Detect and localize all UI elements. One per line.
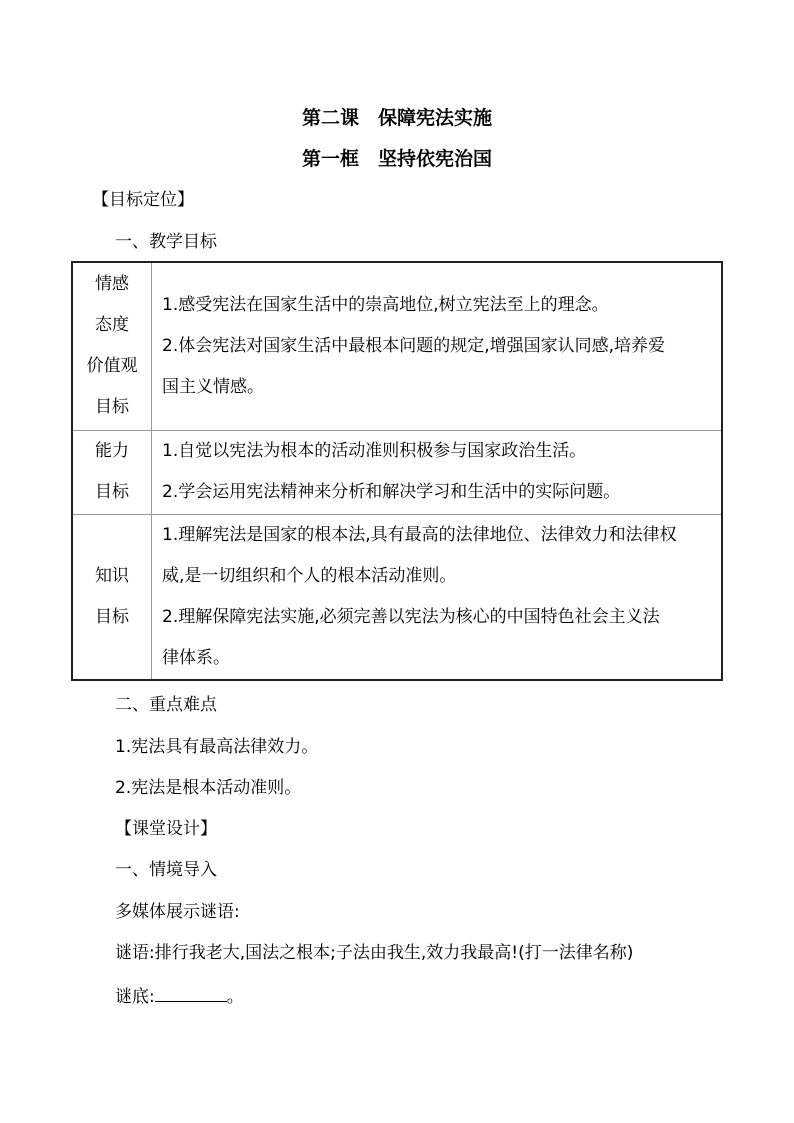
answer-suffix: 。 <box>226 987 244 1007</box>
intro-heading: 一、情境导入 <box>115 860 217 880</box>
key-point-item: 2.宪法是根本活动准则。 <box>115 778 302 798</box>
goals-row-knowledge <box>72 514 722 680</box>
key-point-item: 1.宪法具有最高法律效力。 <box>115 737 319 757</box>
goals-table <box>71 261 723 681</box>
answer-blank[interactable] <box>155 984 227 1002</box>
section-title: 第一框 坚持依宪治国 <box>301 148 492 170</box>
answer-line <box>115 984 244 1008</box>
goal-text-line: 威,是一切组织和个人的根本活动准则。 <box>162 565 457 586</box>
target-heading: 【目标定位】 <box>92 190 194 210</box>
label-line: 情感 <box>95 274 129 295</box>
lesson-title: 第二课 保障宪法实施 <box>301 107 492 129</box>
goals-row-ability <box>72 430 722 514</box>
riddle-line: 谜语:排行我老大,国法之根本;子法由我生,效力我最高!(打一法律名称) <box>115 943 634 963</box>
teaching-goals-heading: 一、教学目标 <box>115 232 217 252</box>
goals-row-content <box>152 514 723 680</box>
goals-row-label <box>72 514 152 680</box>
label-line: 知识 <box>95 565 129 586</box>
goals-row-label <box>72 430 152 514</box>
key-points-heading: 二、重点难点 <box>115 695 217 715</box>
goal-text-line: 1.感受宪法在国家生活中的崇高地位,树立宪法至上的理念。 <box>162 294 609 315</box>
goals-row-label <box>72 262 152 430</box>
label-line: 目标 <box>95 482 129 502</box>
goals-row-content <box>152 262 723 430</box>
goal-text-line: 国主义情感。 <box>162 376 264 397</box>
label-line: 能力 <box>95 441 129 461</box>
label-line: 目标 <box>95 397 129 418</box>
answer-prefix: 谜底: <box>115 987 155 1007</box>
multimedia-line: 多媒体展示谜语: <box>115 902 240 922</box>
goal-text-line: 2.体会宪法对国家生活中最根本问题的规定,增强国家认同感,培养爱 <box>162 335 666 356</box>
goal-text-line: 2.理解保障宪法实施,必须完善以宪法为核心的中国特色社会主义法 <box>162 606 660 627</box>
label-line: 价值观 <box>86 356 138 377</box>
goals-row-content <box>152 430 723 514</box>
class-design-heading: 【课堂设计】 <box>115 819 217 839</box>
goal-text-line: 1.理解宪法是国家的根本法,具有最高的法律地位、法律效力和法律权 <box>162 524 677 545</box>
label-line: 态度 <box>95 315 129 336</box>
goal-text-line: 律体系。 <box>162 647 230 668</box>
label-line: 目标 <box>95 606 129 627</box>
goal-text-line: 1.自觉以宪法为根本的活动准则积极参与国家政治生活。 <box>162 441 587 461</box>
goal-text-line: 2.学会运用宪法精神来分析和解决学习和生活中的实际问题。 <box>162 482 621 502</box>
goals-row-emotion <box>72 262 722 430</box>
